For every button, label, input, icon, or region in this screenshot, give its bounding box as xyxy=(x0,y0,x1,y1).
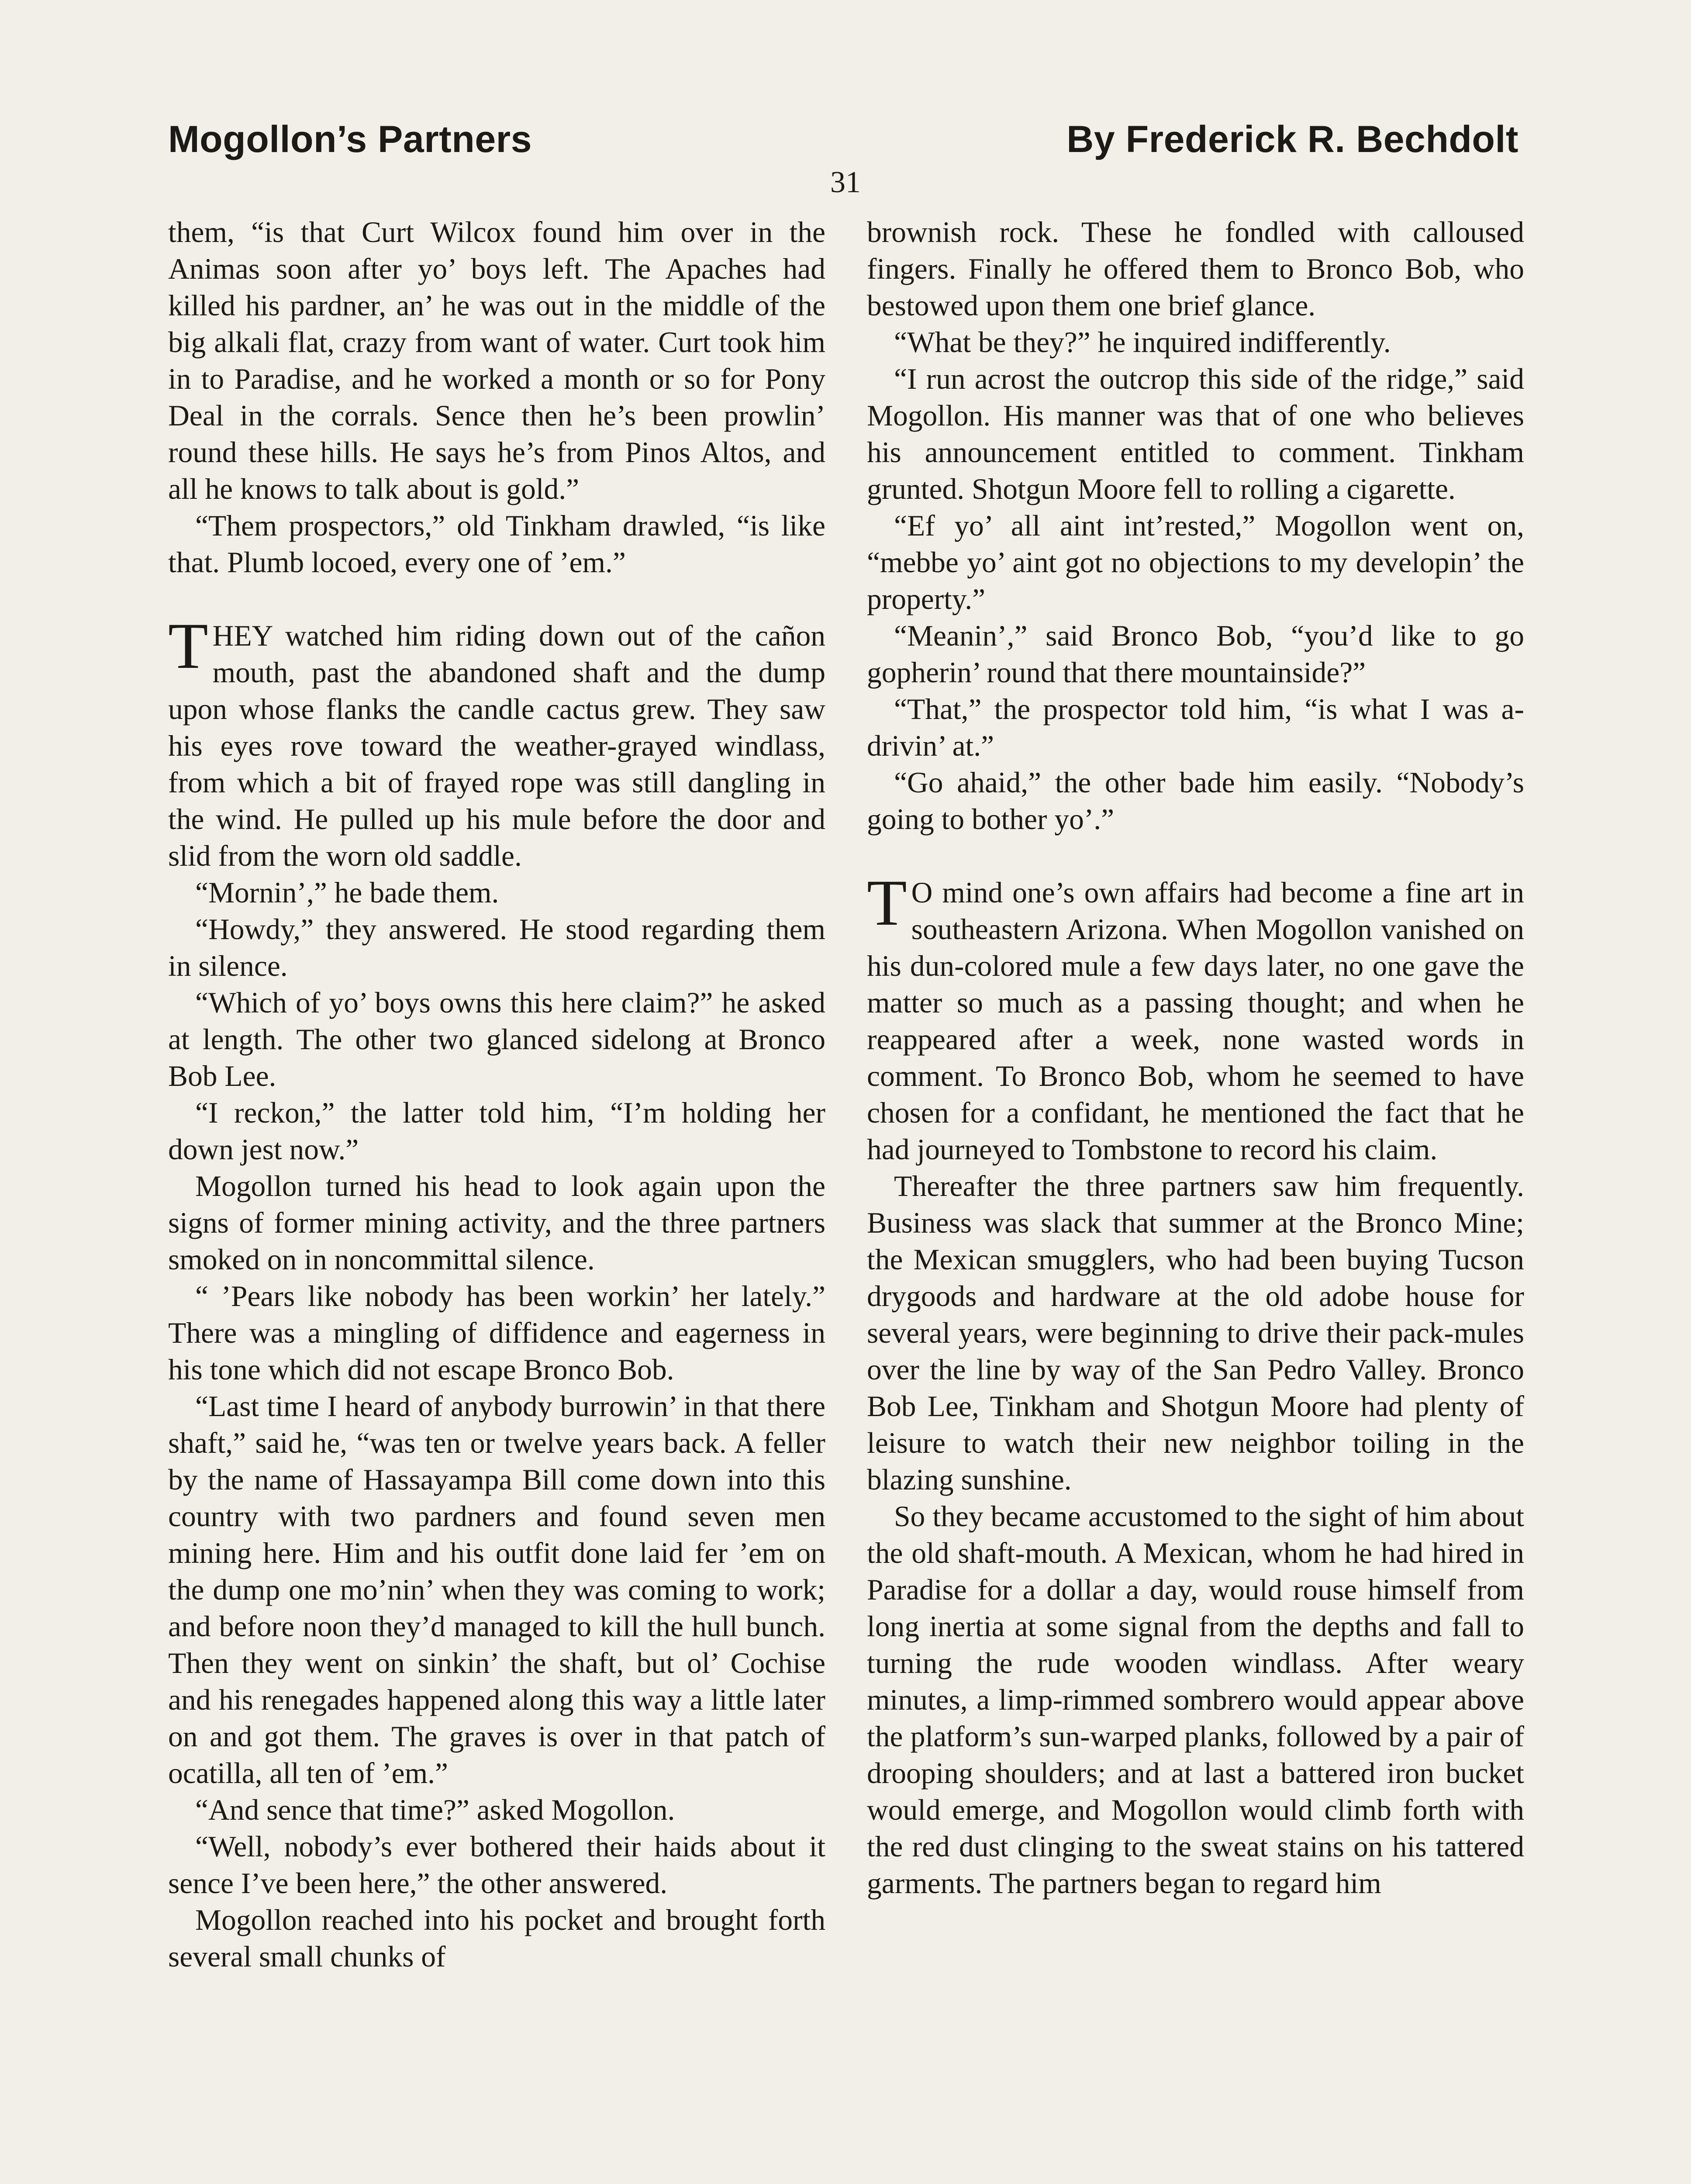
paragraph: them, “is that Curt Wilcox found him over in the Animas soon after yo’ boys left. The Apaches had killed his pardner, an’ he was out in the middle of the big alkali flat, crazy from want of water. Curt took him in to Paradise, and he worked a month or so for Pony Deal in the corrals. Sence then he’s been prowlin’ round these hills. He says he’s from Pinos Altos, and all he knows to talk about is gold.” xyxy=(168,216,825,505)
paragraph: “ ’Pears like nobody has been workin’ her lately.” There was a mingling of diffidence and eagerness in his tone which did not escape Bronco Bob. xyxy=(168,1280,825,1386)
paragraph: “Them prospectors,” old Tinkham drawled, “is like that. Plumb locoed, every one of ’em.” xyxy=(168,509,825,579)
paragraph: brownish rock. These he fondled with calloused fingers. Finally he offered them to Bronco Bob, who bestowed upon them one brief glance. xyxy=(867,216,1524,322)
paragraph: “Go ahaid,” the other bade him easily. “Nobody’s going to bother yo’.” xyxy=(867,766,1524,836)
paragraph: “Mornin’,” he bade them. xyxy=(195,876,499,909)
paragraph: “I reckon,” the latter told him, “I’m holding her down jest now.” xyxy=(168,1096,825,1166)
paragraph: Mogollon reached into his pocket and brought forth several small chunks of xyxy=(168,1904,825,1973)
section-opening-text: HEY watched him riding down out of the cañon mouth, past the abandoned shaft and the dump upon whose flanks the candle cactus grew. They saw his eyes rove toward the weather-grayed windlass, from which a bit of frayed rope was still dangling in the wind. He pulled up his mule before the door and slid from the worn old saddle. xyxy=(168,619,825,872)
paragraph: “What be they?” he inquired indifferently. xyxy=(894,326,1391,359)
author-byline: By Frederick R. Bechdolt xyxy=(1066,118,1518,160)
paragraph: “Howdy,” they answered. He stood regarding them in silence. xyxy=(168,913,825,982)
paragraph: Mogollon turned his head to look again upon the signs of former mining activity, and the three partners smoked on in noncommittal silence. xyxy=(168,1170,825,1276)
paragraph: “Ef yo’ all aint int’rested,” Mogollon went on, “mebbe yo’ aint got no objections to my developin’ the property.” xyxy=(867,509,1524,615)
paragraph: “Last time I heard of anybody burrowin’ in that there shaft,” said he, “was ten or twelve years back. A feller by the name of Hassayampa Bill come down into this country with two pardners and found seven men mining here. Him and his outfit done laid fer ’em on the dump one mo’nin’ when they was coming to work; and before noon they’d managed to kill the hull bunch. Then they went on sinkin’ the shaft, but ol’ Cochise and his renegades happened along this way a little later on and got them. The graves is over in that patch of ocatilla, all ten of ’em.” xyxy=(168,1390,825,1790)
section-opening-paragraph xyxy=(168,610,825,874)
section-opening-text: O mind one’s own affairs had become a fine art in southeastern Arizona. When Mogollon vanished on his dun-colored mule a few days later, no one gave the matter so much as a passing thought; and when he reappeared after a week, none wasted words in comment. To Bronco Bob, whom he seemed to have chosen for a confidant, he mentioned the fact that he had journeyed to Tombstone to record his claim. xyxy=(867,876,1524,1166)
story-title: Mogollon’s Partners xyxy=(168,118,532,160)
paragraph: “That,” the prospector told him, “is what I was a-drivin’ at.” xyxy=(867,693,1524,762)
paragraph: So they became accustomed to the sight of him about the old shaft-mouth. A Mexican, whom he had hired in Paradise for a dollar a day, would rouse himself from long inertia at some signal from the depths and fall to turning the rude wooden windlass. After weary minutes, a limp-rimmed sombrero would appear above the platform’s sun-warped planks, followed by a pair of drooping shoulders; and at last a battered iron bucket would emerge, and Mogollon would climb forth with the red dust clinging to the sweat stains on his tattered garments. The partners began to regard him xyxy=(867,1500,1524,1900)
drop-cap: T xyxy=(168,610,208,682)
left-column xyxy=(168,214,825,1975)
right-column xyxy=(867,214,1524,1902)
section-opening-paragraph xyxy=(867,867,1524,1168)
paragraph: “And sence that time?” asked Mogollon. xyxy=(195,1794,675,1826)
page-number: 31 xyxy=(830,166,861,199)
paragraph: “Meanin’,” said Bronco Bob, “you’d like to go gopherin’ round that there mountainside?” xyxy=(867,619,1524,689)
paragraph: Thereafter the three partners saw him frequently. Business was slack that summer at the Bronco Mine; the Mexican smugglers, who had been buying Tucson drygoods and hardware at the old adobe house for several years, were beginning to drive their pack-mules over the line by way of the San Pedro Valley. Bronco Bob Lee, Tinkham and Shotgun Moore had plenty of leisure to watch their new neighbor toiling in the blazing sunshine. xyxy=(867,1170,1524,1496)
paragraph: “I run acrost the outcrop this side of the ridge,” said Mogollon. His manner was that of one who believes his announcement entitled to comment. Tinkham grunted. Shotgun Moore fell to rolling a cigarette. xyxy=(867,363,1524,505)
running-head xyxy=(168,118,1518,161)
drop-cap: T xyxy=(867,867,907,939)
paragraph: “Well, nobody’s ever bothered their haids about it sence I’ve been here,” the other answered. xyxy=(168,1830,825,1900)
paragraph: “Which of yo’ boys owns this here claim?” he asked at length. The other two glanced sidelong at Bronco Bob Lee. xyxy=(168,986,825,1092)
